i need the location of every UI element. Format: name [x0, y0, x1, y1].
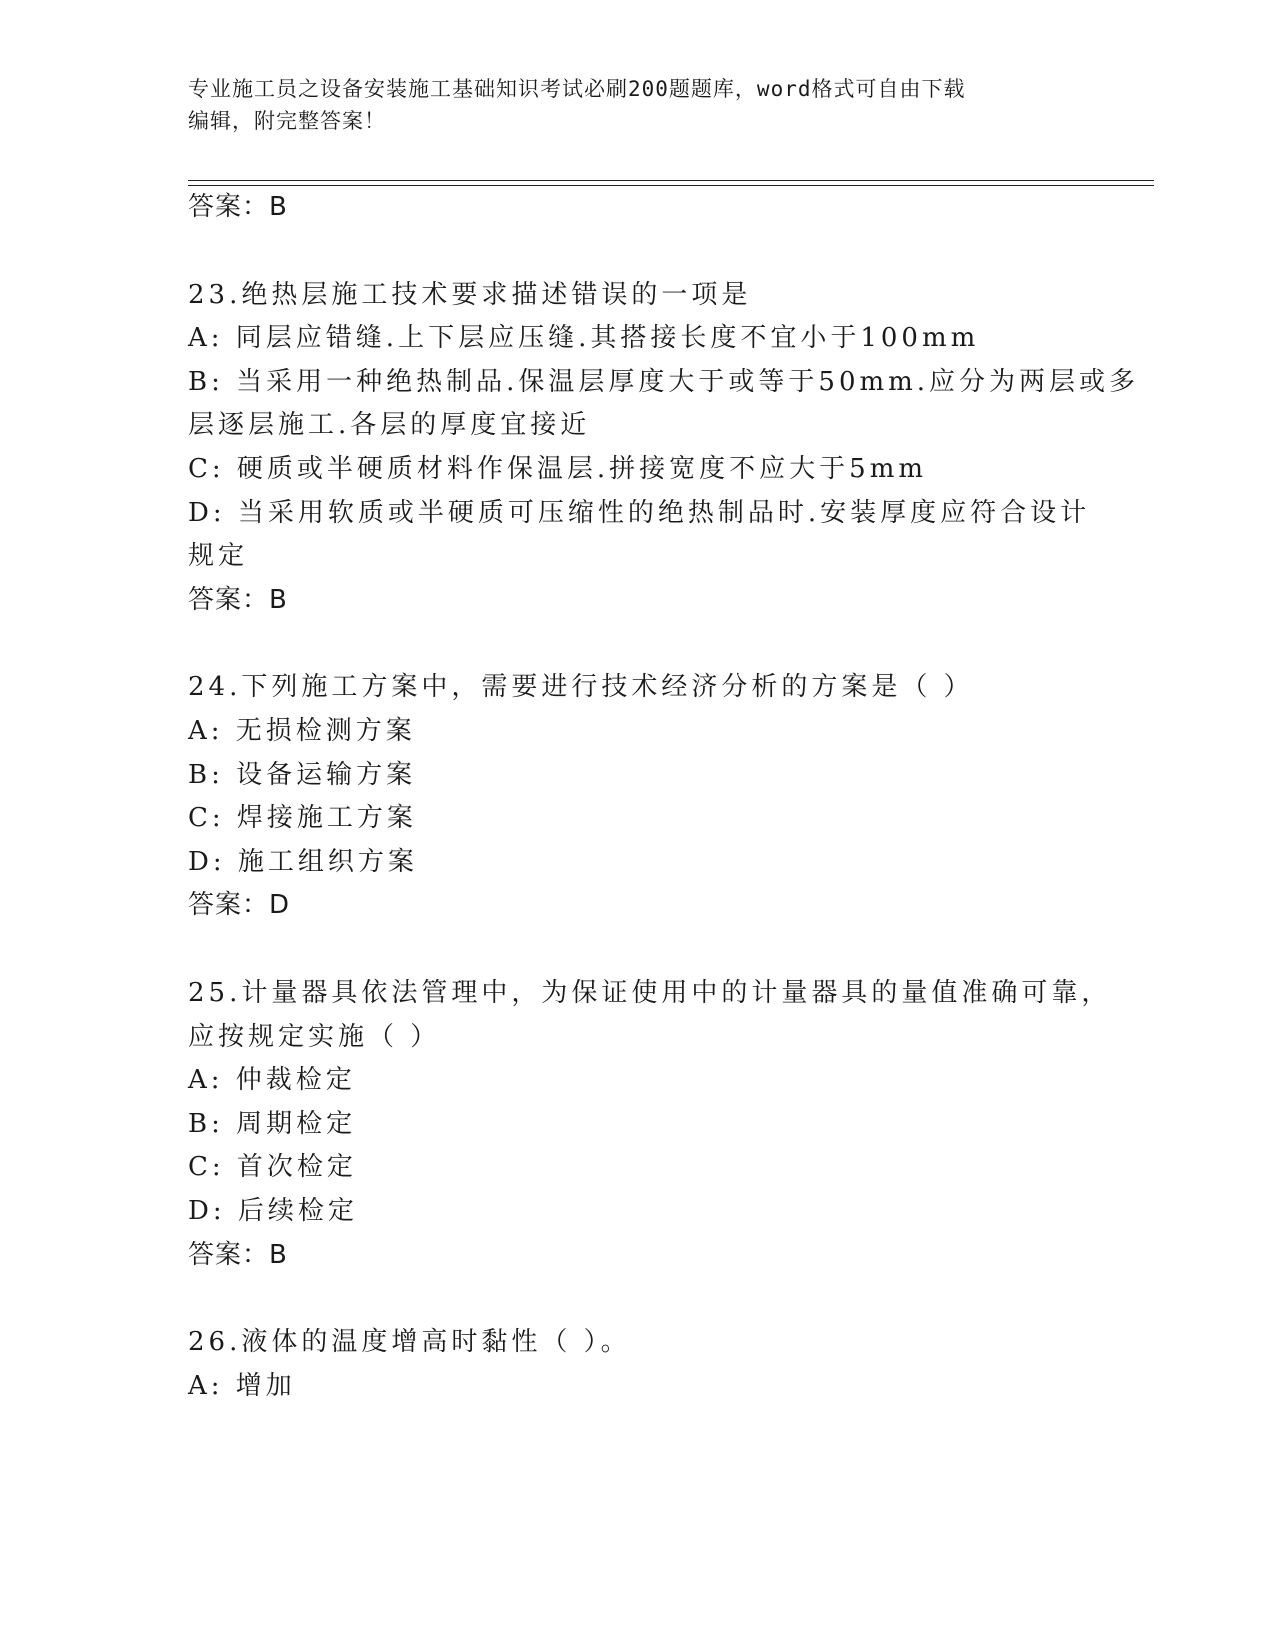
- question-1-option-c: C: 硬质或半硬质材料作保温层.拼接宽度不应大于5mm: [188, 454, 928, 484]
- previous-answer: 答案：B: [188, 192, 288, 222]
- question-3-option-c: C: 首次检定: [188, 1152, 357, 1183]
- question-4-stem-line: 26.液体的温度增高时黏性（ ）。: [188, 1327, 631, 1358]
- question-2-answer: 答案：D: [188, 890, 291, 921]
- question-3-option-a: A: 仲裁检定: [188, 1065, 356, 1096]
- header-line-1: 专业施工员之设备安装施工基础知识考试必刷200题题库，word格式可自由下载: [188, 77, 966, 101]
- question-3-stem-line: 应按规定实施（ ）: [188, 1021, 441, 1052]
- question-1-answer: 答案：B: [188, 584, 288, 615]
- question-1-option-a: A: 同层应错缝.上下层应压缝.其搭接长度不宜小于100mm: [188, 323, 980, 354]
- question-2-option-c: C: 焊接施工方案: [188, 803, 417, 834]
- question-4-option-a: A: 增加: [188, 1370, 296, 1401]
- question-1-option-b: B: 当采用一种绝热制品.保温层厚度大于或等于50mm.应分为两层或多: [188, 366, 1140, 397]
- question-1-stem-line: 23.绝热层施工技术要求描述错误的一项是: [188, 279, 752, 310]
- question-1-option-b: 层逐层施工.各层的厚度宜接近: [188, 410, 591, 441]
- question-3-stem-line: 25.计量器具依法管理中，为保证使用中的计量器具的量值准确可靠，: [188, 978, 1112, 1008]
- header-divider-top: [188, 180, 1154, 181]
- question-1-option-d: D: 当采用软质或半硬质可压缩性的绝热制品时.安装厚度应符合设计: [188, 497, 1091, 528]
- question-3-answer: 答案：B: [188, 1239, 288, 1270]
- question-1-option-d: 规定: [188, 541, 249, 572]
- question-2-option-d: D: 施工组织方案: [188, 846, 418, 877]
- document-header: [188, 73, 1088, 137]
- question-3-option-d: D: 后续检定: [188, 1196, 358, 1226]
- question-2-stem-line: 24.下列施工方案中，需要进行技术经济分析的方案是（ ）: [188, 672, 974, 703]
- header-line-2: 编辑，附完整答案！: [188, 109, 386, 133]
- question-2-option-a: A: 无损检测方案: [188, 716, 416, 746]
- question-2-option-b: B: 设备运输方案: [188, 759, 417, 790]
- header-divider-bottom: [188, 185, 1154, 186]
- question-3-option-b: B: 周期检定: [188, 1108, 357, 1139]
